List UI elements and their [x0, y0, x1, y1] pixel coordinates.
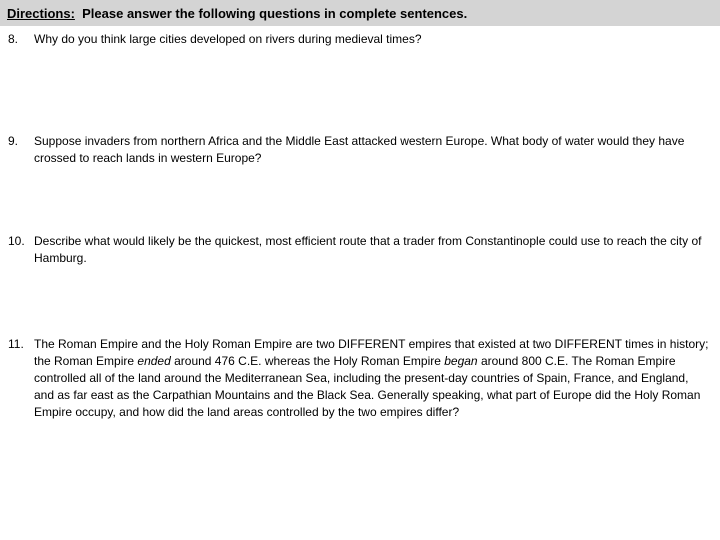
question-text-part: The Roman Empire and the Holy Roman Empire are two DIFFERENT empires that existed at two DIFFERENT times in history; the Roman Empire: [34, 337, 709, 368]
directions-header: [0, 0, 720, 26]
directions-label: Directions:: [7, 6, 75, 21]
question-text-part: around 476 C.E. whereas the Holy Roman Empire: [170, 354, 445, 368]
question-text: Describe what would likely be the quickest, most efficient route that a trader from Constantinople could use to reach the city of Hamburg.: [34, 234, 702, 265]
question-number: 10.: [8, 234, 25, 248]
question-number: 9.: [8, 134, 19, 148]
question-number: 11.: [8, 337, 24, 351]
directions-instruction: Please answer the following questions in complete sentences.: [82, 6, 468, 21]
question-text: Why do you think large cities developed on rivers during medieval times?: [34, 32, 422, 46]
question-text: Suppose invaders from northern Africa and the Middle East attacked western Europe. What body of water would they have crossed to reach lands in western Europe?: [34, 134, 685, 165]
emphasis-ended: ended: [137, 354, 171, 368]
question-text-part: around 800 C.E. The Roman Empire controlled all of the land around the Mediterranean Sea, including the present-day countries of Spain, France, and England, and as far east as the Carpathian Mountains and the Black Sea. Generally speaking, what part of Europe did the Holy Roman Empire occupy, and how did the land areas controlled by the two empires differ?: [34, 354, 701, 419]
question-text: [34, 336, 710, 421]
emphasis-began: began: [444, 354, 478, 368]
directions-text: [7, 6, 467, 21]
question-number: 8.: [8, 32, 19, 46]
